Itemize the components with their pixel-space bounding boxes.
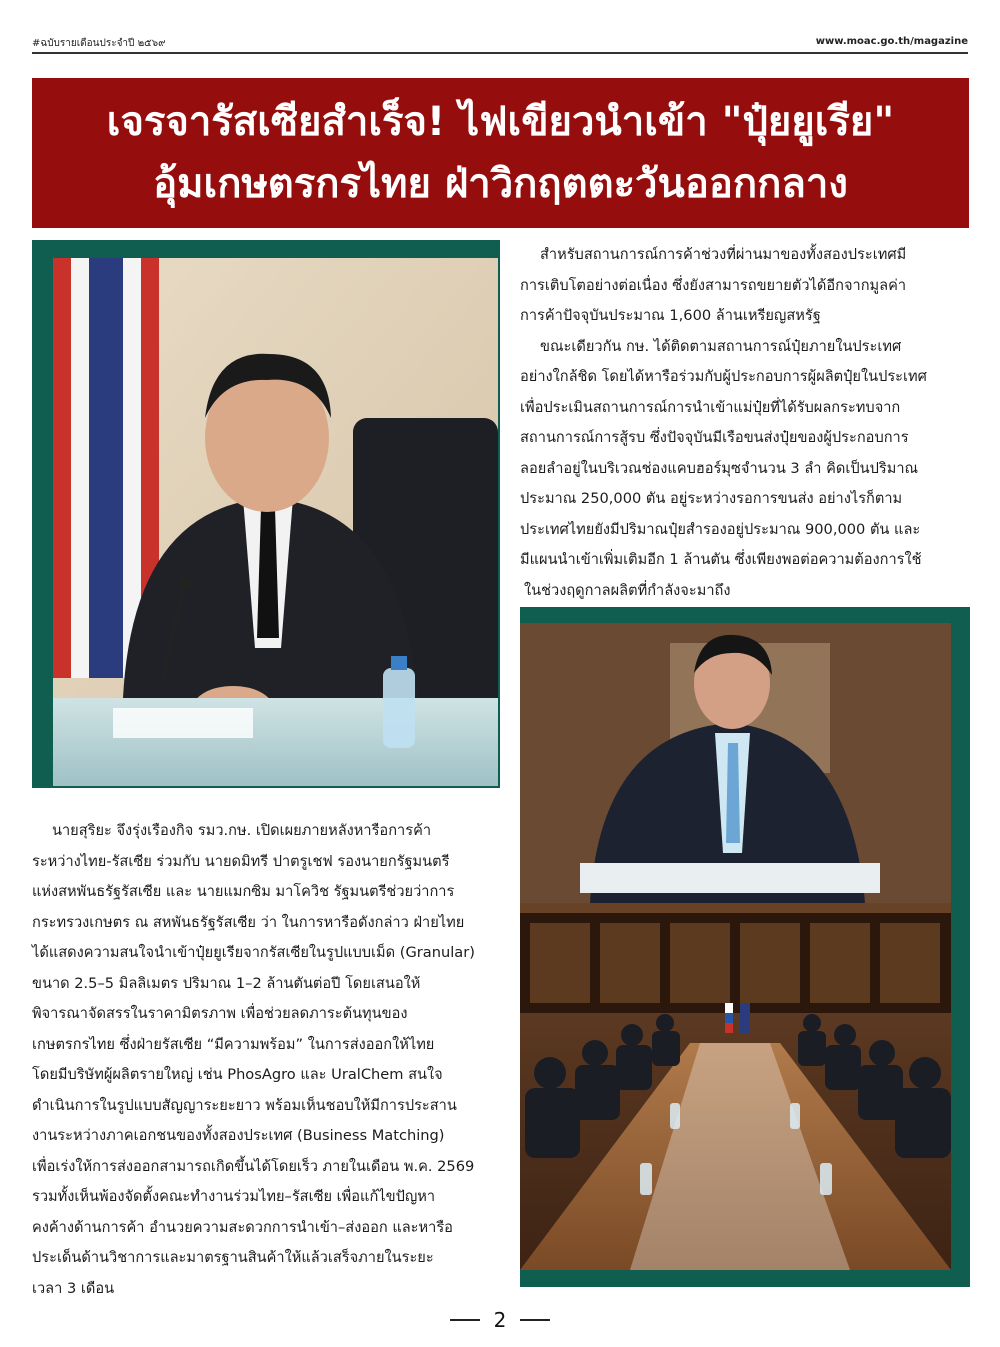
right-para1-line: การค้าปัจจุบันประมาณ 1,600 ล้านเหรียญสหรัฐ — [520, 307, 821, 324]
title-line-2: อุ้มเกษตรกรไทย ฝ่าวิกฤตตะวันออกกลาง — [153, 161, 848, 207]
title-banner — [32, 78, 969, 228]
right-para2-line: สถานการณ์การสู้รบ ซึ่งปัจจุบันมีเรือขนส่งปุ๋ยของผู้ประกอบการ — [520, 429, 909, 446]
left-para-line: แห่งสหพันธรัฐรัสเซีย และ นายแมกซิม มาโควิช รัฐมนตรีช่วยว่าการ — [32, 883, 455, 900]
right-para2-line: ประเทศไทยยังมีปริมาณปุ๋ยสำรองอยู่ประมาณ 900,000 ตัน และ — [520, 520, 921, 538]
left-para-line: นายสุริยะ จึงรุ่งเรืองกิจ รมว.กษ. เปิดเผยภายหลังหารือการค้า — [52, 822, 432, 839]
right-para2-line: มีแผนนำเข้าเพิ่มเติมอีก 1 ล้านตัน ซึ่งเพียงพอต่อความต้องการใช้ — [520, 551, 922, 568]
left-para-line: กระทรวงเกษตร ณ สหพันธรัฐรัสเซีย ว่า ในการหารือดังกล่าว ฝ่ายไทย — [32, 913, 465, 931]
page-number: 2 — [493, 1308, 507, 1332]
left-para-line: ขนาด 2.5–5 มิลลิเมตร ปริมาณ 1–2 ล้านตันต่อปี โดยเสนอให้ — [32, 974, 421, 992]
left-para-line: ประเด็นด้านวิชาการและมาตรฐานสินค้าให้แล้วเสร็จภายในระยะ — [32, 1249, 434, 1266]
left-para-line: เวลา 3 เดือน — [32, 1279, 115, 1297]
right-para2-line: เพื่อประเมินสถานการณ์การนำเข้าแม่ปุ๋ยที่ได้รับผลกระทบจาก — [520, 398, 901, 416]
right-para1-line: สำหรับสถานการณ์การค้าช่วงที่ผ่านมาของทั้งสองประเทศมี — [540, 246, 907, 263]
left-para-line: ระหว่างไทย-รัสเซีย ร่วมกับ นายดมิทรี ปาตรูเชฟ รองนายกรัฐมนตรี — [32, 852, 450, 870]
right-column-text — [520, 240, 980, 606]
title-line-1: เจรจารัสเซียสำเร็จ! ไฟเขียวนำเข้า "ปุ๋ยยูเรีย" — [106, 99, 895, 145]
right-para2-line: ในช่วงฤดูกาลผลิตที่กำลังจะมาถึง — [524, 581, 731, 599]
left-para-line: คงค้างด้านการค้า อำนวยความสะดวกการนำเข้า–ส่งออก และหารือ — [32, 1218, 453, 1236]
left-para-line: งานระหว่างภาคเอกชนของทั้งสองประเทศ (Business Matching) — [32, 1127, 445, 1144]
left-para-line: ได้แสดงความสนใจนำเข้าปุ๋ยยูเรียจากรัสเซียในรูปแบบเม็ด (Granular) — [32, 944, 475, 961]
issue-label: #ฉบับรายเดือนประจำปี ๒๕๖๙ — [32, 38, 166, 49]
right-para2-line: ประมาณ 250,000 ตัน อยู่ระหว่างรอการขนส่ง อย่างไรก็ตาม — [520, 490, 903, 507]
left-para-line: เกษตรกรไทย ซึ่งฝ่ายรัสเซีย “มีความพร้อม” ในการส่งออกให้ไทย — [32, 1035, 435, 1053]
left-column-text — [32, 816, 502, 1304]
right-para2-line: ขณะเดียวกัน กษ. ได้ติดตามสถานการณ์ปุ๋ยภายในประเทศ — [540, 337, 902, 355]
left-para-line: รวมทั้งเห็นพ้องจัดตั้งคณะทำงานร่วมไทย–รัสเซีย เพื่อแก้ไขปัญหา — [32, 1188, 436, 1205]
left-para-line: ดำเนินการในรูปแบบสัญญาระยะยาว พร้อมเห็นชอบให้มีการประสาน — [32, 1096, 457, 1114]
meeting-photo — [520, 623, 951, 1270]
page-footer — [0, 1308, 1000, 1332]
right-para2-line: อย่างใกล้ชิด โดยได้หารือร่วมกับผู้ประกอบการผู้ผลิตปุ๋ยในประเทศ — [520, 368, 927, 385]
minister-portrait-photo — [53, 258, 498, 786]
footer-dash-right — [520, 1319, 550, 1321]
left-para-line: พิจารณาจัดสรรในราคามิตรภาพ เพื่อช่วยลดภาระต้นทุนของ — [32, 1005, 408, 1022]
right-para1-line: การเติบโตอย่างต่อเนื่อง ซึ่งยังสามารถขยายตัวได้อีกจากมูลค่า — [520, 276, 907, 294]
site-url[interactable]: www.moac.go.th/magazine — [815, 36, 968, 47]
header-rule — [32, 52, 968, 54]
left-para-line: เพื่อเร่งให้การส่งออกสามารถเกิดขึ้นได้โดยเร็ว ภายในเดือน พ.ค. 2569 — [32, 1157, 475, 1175]
footer-dash-left — [450, 1319, 480, 1321]
right-para2-line: ลอยลำอยู่ในบริเวณช่องแคบฮอร์มุซจำนวน 3 ลำ คิดเป็นปริมาณ — [520, 459, 919, 477]
left-para-line: โดยมีบริษัทผู้ผลิตรายใหญ่ เช่น PhosAgro และ UralChem สนใจ — [32, 1066, 443, 1083]
